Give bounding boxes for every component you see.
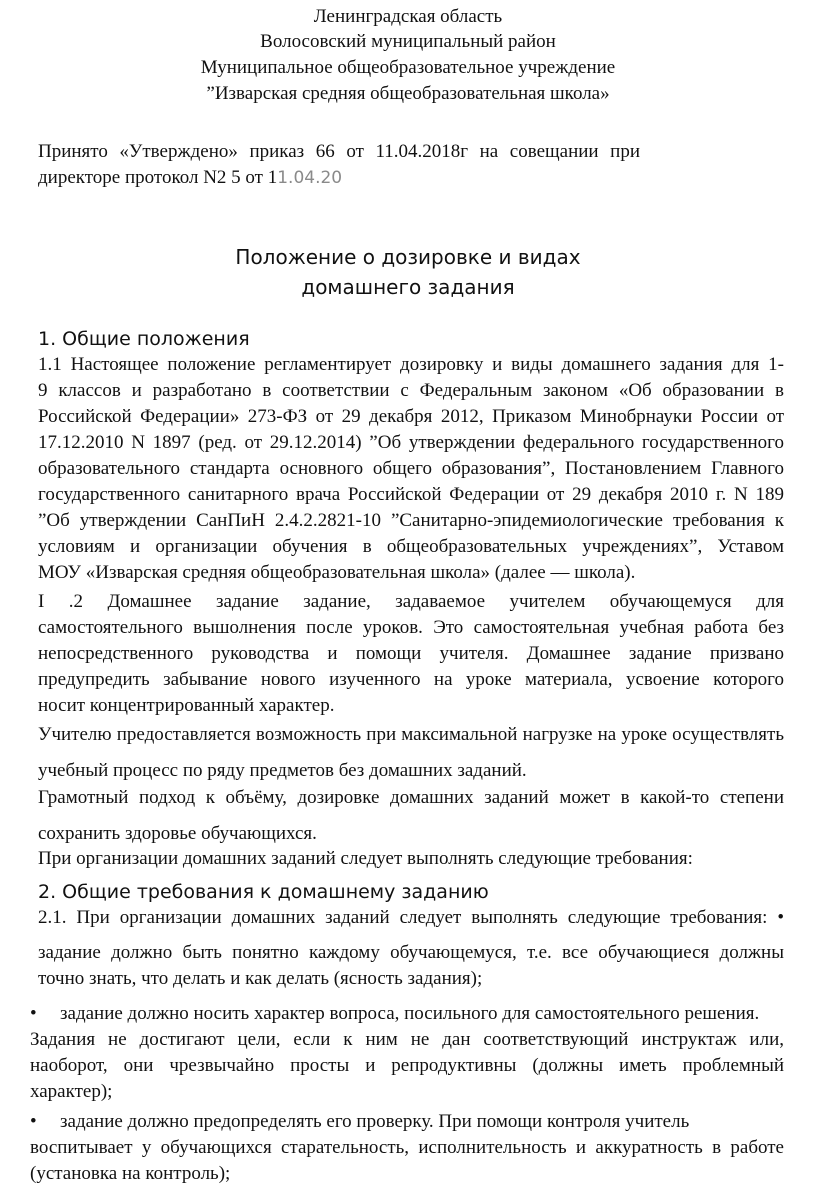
- text-line: Российской Федерации» 273-ФЗ от 29 декабря 2012, Приказом Минобрнауки России от: [38, 406, 784, 427]
- text-line: характер);: [30, 1081, 113, 1102]
- approval-text: директоре протокол N2 5 от 1: [38, 167, 278, 188]
- paragraph-1-4: [38, 785, 784, 847]
- text-line: учебный процесс по ряду предметов без домашних заданий.: [38, 760, 527, 781]
- bullet-text: задание должно носить характер вопроса, посильного для самостоятельного решения.: [60, 1003, 760, 1024]
- section-heading: 1. Общие положения: [38, 328, 250, 350]
- text-line: условиям и организации обучения в общеобразовательных учреждениях”, Уставом: [38, 536, 784, 557]
- text-line: воспитывает у обучающихся старательность, исполнительность и аккуратность в работе: [30, 1137, 784, 1158]
- bullet-marker: •: [30, 1003, 37, 1024]
- bullet-item: [30, 1001, 784, 1105]
- text-line: 1.1 Настоящее положение регламентирует дозировку и виды домашнего задания для 1-: [38, 354, 784, 375]
- paragraph-1-1: [38, 352, 784, 586]
- text-line: наоборот, они чрезвычайно просты и репродуктивны (должны иметь проблемный: [30, 1055, 784, 1076]
- text-line: (установка на контроль);: [30, 1163, 231, 1184]
- paragraph-1-3: [38, 722, 784, 784]
- text-line: носит концентрированный характер.: [38, 695, 335, 716]
- text-line: I .2 Домашнее задание задание, задаваемое учителем обучающемуся для: [38, 591, 784, 612]
- text-line: Учителю предоставляется возможность при максимальной нагрузке на уроке осуществлять: [38, 724, 784, 745]
- text-line: образовательного стандарта основного общего образования”, Постановлением Главного: [38, 458, 784, 479]
- text-line: 9 классов и разработано в соответствии с Федеральным законом «Об образовании в: [38, 380, 784, 401]
- text-line: непосредственного руководства и помощи учителя. Домашнее задание призвано: [38, 643, 784, 664]
- document-title-line: домашнего задания: [301, 275, 515, 299]
- approval-date-faint: 1.04.20: [277, 168, 343, 188]
- header-school: ”Изварская средняя общеобразовательная школа»: [206, 83, 610, 104]
- bullet-item: [30, 1109, 784, 1187]
- text-line: задание должно быть понятно каждому обучающемуся, т.е. все обучающиеся должны: [38, 942, 784, 963]
- text-line: Грамотный подход к объёму, дозировке домашних заданий может в какой-то степени: [38, 787, 784, 808]
- header-district: Волосовский муниципальный район: [260, 31, 556, 52]
- paragraph-1-2: [38, 589, 784, 719]
- paragraph-1-5: [38, 846, 784, 872]
- text-line: 17.12.2010 N 1897 (ред. от 29.12.2014) ”Об утверждении федерального государственного: [38, 432, 784, 453]
- approval-block: [38, 139, 640, 191]
- header-region: Ленинградская область: [313, 6, 503, 27]
- text-line: самостоятельного вышолнения после уроков. Это самостоятельная учебная работа без: [38, 617, 784, 638]
- text-line: точно знать, что делать и как делать (ясность задания);: [38, 968, 483, 989]
- section-heading: 2. Общие требования к домашнему заданию: [38, 881, 489, 903]
- approval-line: [38, 165, 640, 191]
- header-institution: Муниципальное общеобразовательное учреждение: [200, 57, 616, 78]
- text-line: сохранить здоровье обучающихся.: [38, 823, 317, 844]
- text-line: [30, 1109, 784, 1135]
- text-line: государственного санитарного врача Российской Федерации от 29 декабря 2010 г. N 189: [38, 484, 784, 505]
- paragraph-2-1: [38, 905, 784, 992]
- text-line: предупредить забывание нового изученного на уроке материала, усвоение которого: [38, 669, 784, 690]
- text-line: 2.1. При организации домашних заданий следует выполнять следующие требования: •: [38, 907, 784, 928]
- text-line: ”Об утверждении СанПиН 2.4.2.2821-10 ”Санитарно-эпидемиологические требования к: [38, 510, 784, 531]
- text-line: [30, 1001, 784, 1027]
- document-title-line: Положение о дозировке и видах: [235, 245, 581, 269]
- approval-line: Принято «Утверждено» приказ 66 от 11.04.2018г на совещании при: [38, 141, 640, 162]
- text-line: МОУ «Изварская средняя общеобразовательная школа» (далее — школа).: [38, 562, 636, 583]
- bullet-marker: •: [30, 1111, 37, 1132]
- text-line: При организации домашних заданий следует выполнять следующие требования:: [38, 848, 693, 869]
- text-line: Задания не достигают цели, если к ним не дан соответствующий инструктаж или,: [30, 1029, 784, 1050]
- bullet-text: задание должно предопределять его проверку. При помощи контроля учитель: [60, 1111, 690, 1132]
